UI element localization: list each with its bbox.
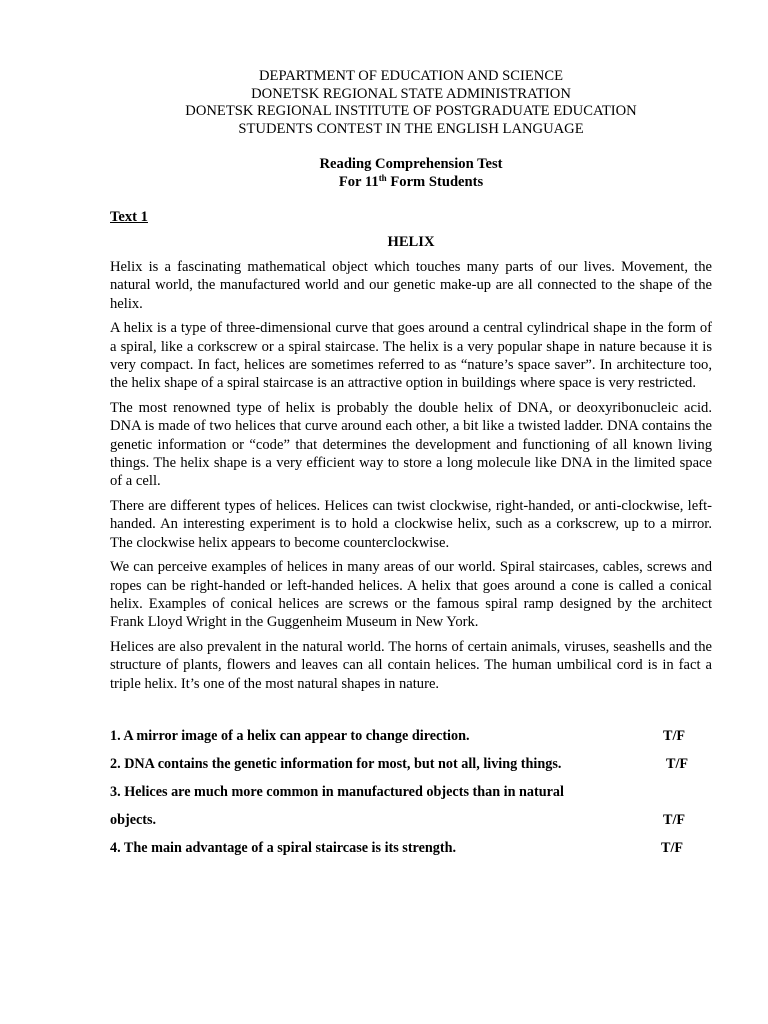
header-line-department: DEPARTMENT OF EDUCATION AND SCIENCE: [259, 68, 563, 84]
article-paragraph-3: The most renowned type of helix is probably the double helix of DNA, or deoxyribonucleic acid. DNA is made of two helices that curve around each other, a bit like a twisted ladder. DNA contains the genetic information or “code” that determines the development and functioning of all known living things. The helix shape is a very efficient way to store a long molecule like DNA in the limited space of a cell.: [110, 399, 712, 490]
question-3-text: 3. Helices are much more common in manufactured objects than in natural: [110, 783, 564, 800]
article-paragraph-4: There are different types of helices. Helices can twist clockwise, right-handed, or anti-clockwise, left-handed. An interesting experiment is to hold a clockwise helix, such as a corkscrew, up to a mirror. The clockwise helix appears to become counterclockwise.: [110, 497, 712, 551]
question-3-continued: [110, 811, 712, 839]
question-2-answer: T/F: [666, 755, 689, 772]
article-paragraph-2: A helix is a type of three-dimensional curve that goes around a central cylindrical shape in the form of a spiral, like a corkscrew or a spiral staircase. The helix is a very popular shape in nature because it is very compact. In fact, helices are sometimes referred to as “nature’s space saver”. In architecture too, the helix shape of a spiral staircase is an attractive option in buildings where space is very restricted.: [110, 320, 712, 392]
question-4-text: 4. The main advantage of a spiral staircase is its strength.: [110, 839, 457, 856]
article-paragraph-6: Helices are also prevalent in the natural world. The horns of certain animals, viruses, seashells and the structure of plants, flowers and leaves can all contain helices. The human umbilical cord is in fact a triple helix. It’s one of the most natural shapes in nature.: [110, 638, 712, 692]
document-header: [110, 68, 712, 138]
text-label: Text 1: [110, 209, 148, 225]
article-title: HELIX: [387, 233, 435, 250]
header-line-institute: DONETSK REGIONAL INSTITUTE OF POSTGRADUATE EDUCATION: [185, 103, 637, 119]
question-2: [110, 755, 712, 783]
question-1-text: 1. A mirror image of a helix can appear to change direction.: [110, 727, 470, 744]
question-list: [110, 727, 712, 867]
question-4: [110, 839, 712, 867]
test-title: Reading Comprehension Test: [319, 156, 503, 172]
document-page: [110, 68, 712, 867]
article-paragraph-5: We can perceive examples of helices in many areas of our world. Spiral staircases, cables, screws and ropes can be right-handed or left-handed helices. A helix that goes around a cone is called a conical helix. Examples of conical helices are screws or the famous spiral ramp designed by the architect Frank Lloyd Wright in the Guggenheim Museum in New York.: [110, 559, 712, 631]
question-3: [110, 783, 712, 811]
test-form-suffix: Form Students: [386, 173, 484, 190]
question-3-text-continued: objects.: [110, 811, 157, 828]
article-paragraph-1: Helix is a fascinating mathematical object which touches many parts of our lives. Movement, the natural world, the manufactured world and our genetic make-up are all connected to the shape of the helix.: [110, 259, 712, 312]
header-line-administration: DONETSK REGIONAL STATE ADMINISTRATION: [251, 85, 571, 102]
article-body: [110, 258, 712, 693]
question-1-answer: T/F: [663, 727, 686, 744]
test-form-line: [110, 174, 712, 192]
test-form-prefix: For 11: [338, 173, 379, 190]
test-form-superscript: th: [378, 172, 387, 183]
question-3-answer: T/F: [663, 811, 686, 828]
question-4-answer: T/F: [661, 839, 684, 856]
header-line-contest: STUDENTS CONTEST IN THE ENGLISH LANGUAGE: [238, 120, 584, 137]
question-1: [110, 727, 712, 755]
question-2-text: 2. DNA contains the genetic information for most, but not all, living things.: [110, 755, 562, 772]
test-title-block: [110, 156, 712, 191]
